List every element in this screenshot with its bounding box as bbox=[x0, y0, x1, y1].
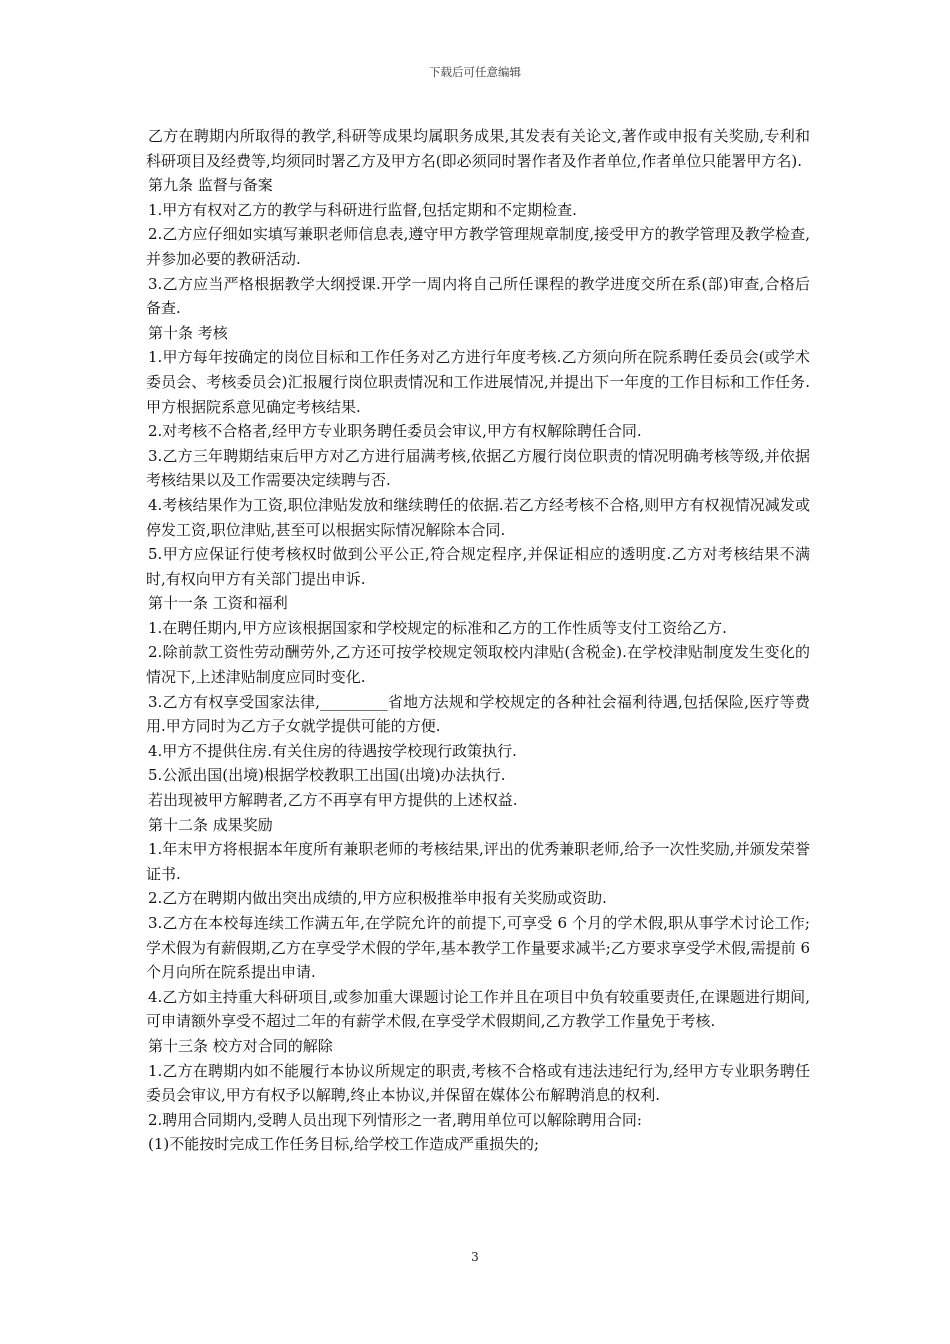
paragraph: 3.乙方三年聘期结束后甲方对乙方进行届满考核,依据乙方履行岗位职责的情况明确考核等级,并依据考核结果以及工作需要决定续聘与否. bbox=[146, 446, 810, 490]
paragraph: 2.聘用合同期内,受聘人员出现下列情形之一者,聘用单位可以解除聘用合同: bbox=[148, 1110, 642, 1129]
paragraph: 2.乙方在聘期内做出突出成绩的,甲方应积极推举申报有关奖励或资助. bbox=[148, 889, 607, 908]
paragraph: 4.甲方不提供住房.有关住房的待遇按学校现行政策执行. bbox=[148, 741, 517, 760]
paragraph: 2.除前款工资性劳动酬劳外,乙方还可按学校规定领取校内津贴(含税金).在学校津贴制度发生变化的情况下,上述津贴制度应同时变化. bbox=[146, 643, 810, 687]
page-header: 下载后可任意编辑 bbox=[429, 65, 521, 79]
paragraph: 1.乙方在聘期内如不能履行本协议所规定的职责,考核不合格或有违法违纪行为,经甲方专业职务聘任委员会审议,甲方有权予以解聘,终止本协议,并保留在媒体公布解聘消息的权利. bbox=[146, 1061, 810, 1105]
paragraph: 1.甲方每年按确定的岗位目标和工作任务对乙方进行年度考核.乙方须向所在院系聘任委员会(或学术委员会、考核委员会)汇报履行岗位职责情况和工作进展情况,并提出下一年度的工作目标和工作任务.甲方根据院系意见确定考核结果. bbox=[146, 348, 810, 416]
paragraph: 乙方在聘期内所取得的教学,科研等成果均属职务成果,其发表有关论文,著作或申报有关奖励,专利和科研项目及经费等,均须同时署乙方及甲方名(即必须同时署作者及作者单位,作者单位只能署甲方名). bbox=[146, 127, 810, 170]
section-heading: 第九条 监督与备案 bbox=[148, 176, 273, 195]
paragraph: 2.乙方应仔细如实填写兼职老师信息表,遵守甲方教学管理规章制度,接受甲方的教学管理及教学检查,并参加必要的教研活动. bbox=[146, 225, 810, 268]
paragraph: (1)不能按时完成工作任务目标,给学校工作造成严重损失的; bbox=[148, 1135, 540, 1154]
paragraph: 5.甲方应保证行使考核权时做到公平公正,符合规定程序,并保证相应的透明度.乙方对考核结果不满时,有权向甲方有关部门提出申诉. bbox=[146, 545, 810, 588]
document-body bbox=[146, 124, 810, 1157]
paragraph: 1.甲方有权对乙方的教学与科研进行监督,包括定期和不定期检查. bbox=[148, 200, 577, 219]
section-heading: 第十二条 成果奖励 bbox=[148, 815, 273, 834]
section-heading: 第十一条 工资和福利 bbox=[148, 594, 288, 613]
paragraph: 4.乙方如主持重大科研项目,或参加重大课题讨论工作并且在项目中负有较重要责任,在课题进行期间,可申请额外享受不超过二年的有薪学术假,在享受学术假期间,乙方教学工作量免于考核. bbox=[146, 987, 810, 1031]
paragraph: 3.乙方在本校每连续工作满五年,在学院允许的前提下,可享受 6 个月的学术假,职从事学术讨论工作;学术假为有薪假期,乙方在享受学术假的学年,基本教学工作量要求减半;乙方要求享受学术假,需提前 6 个月向所在院系提出申请. bbox=[146, 914, 810, 982]
paragraph: 若出现被甲方解聘者,乙方不再享有甲方提供的上述权益. bbox=[148, 791, 518, 810]
section-heading: 第十条 考核 bbox=[148, 323, 228, 342]
paragraph: 3.乙方有权享受国家法律,_________省地方法规和学校规定的各种社会福利待遇,包括保险,医疗等费用.甲方同时为乙方子女就学提供可能的方便. bbox=[146, 692, 810, 736]
paragraph: 5.公派出国(出境)根据学校教职工出国(出境)办法执行. bbox=[148, 766, 506, 785]
paragraph: 1.年末甲方将根据本年度所有兼职老师的考核结果,评出的优秀兼职老师,给予一次性奖励,并颁发荣誉证书. bbox=[146, 840, 810, 883]
paragraph: 1.在聘任期内,甲方应该根据国家和学校规定的标准和乙方的工作性质等支付工资给乙方. bbox=[148, 618, 727, 637]
paragraph: 3.乙方应当严格根据教学大纲授课.开学一周内将自己所任课程的教学进度交所在系(部)审查,合格后备查. bbox=[146, 274, 810, 318]
paragraph: 2.对考核不合格者,经甲方专业职务聘任委员会审议,甲方有权解除聘任合同. bbox=[148, 422, 642, 441]
page-number: 3 bbox=[471, 1250, 479, 1264]
section-heading: 第十三条 校方对合同的解除 bbox=[148, 1036, 333, 1055]
paragraph: 4.考核结果作为工资,职位津贴发放和继续聘任的依据.若乙方经考核不合格,则甲方有权视情况减发或停发工资,职位津贴,甚至可以根据实际情况解除本合同. bbox=[146, 495, 810, 539]
